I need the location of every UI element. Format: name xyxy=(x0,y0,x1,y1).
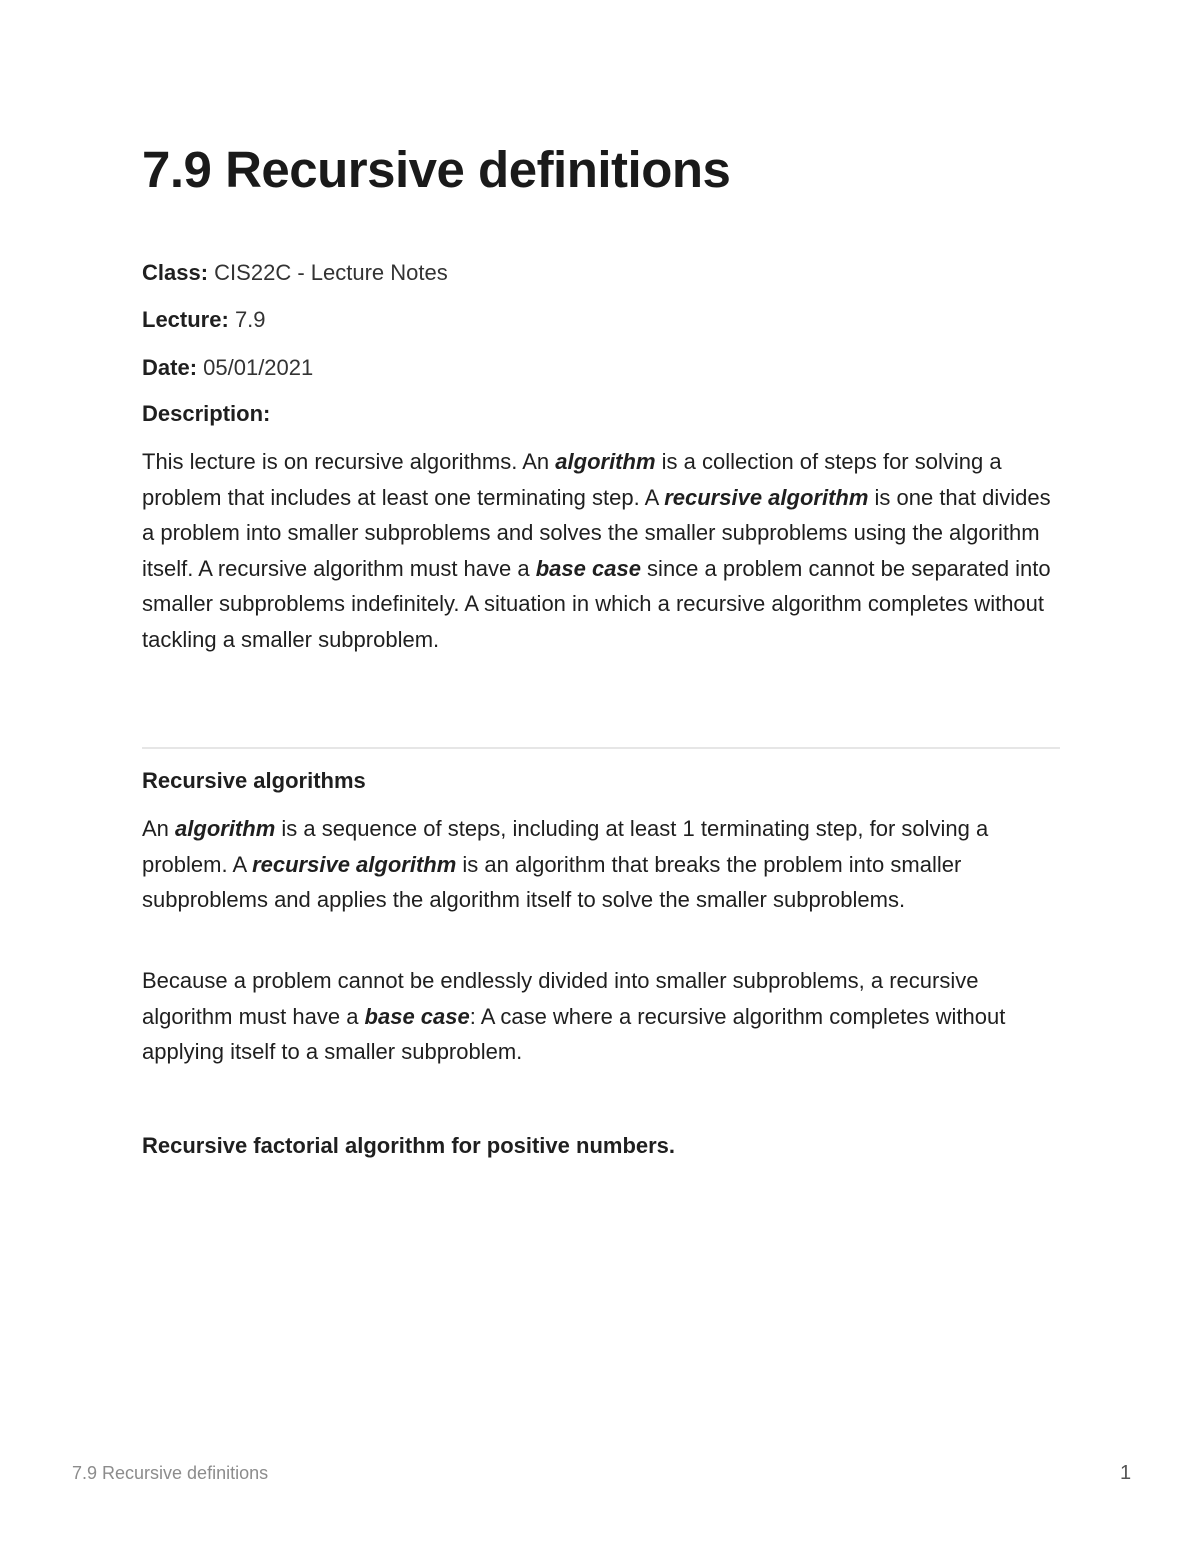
page-title: 7.9 Recursive definitions xyxy=(142,141,731,198)
property-lecture: Lecture: 7.9 xyxy=(142,307,266,332)
property-class-value: CIS22C - Lecture Notes xyxy=(214,260,448,285)
section-paragraph-1: An algorithm is a sequence of steps, including at least 1 terminating step, for solving a problem. A recursive algorithm is an algorithm that breaks the problem into smaller subproblems and applies the algorithm itself to solve the smaller subproblems. xyxy=(142,816,989,912)
section-heading-factorial: Recursive factorial algorithm for positive numbers. xyxy=(142,1133,676,1158)
term-recursive-algorithm: recursive algorithm xyxy=(664,484,869,510)
term-algorithm: algorithm xyxy=(175,816,276,841)
term-recursive-algorithm: recursive algorithm xyxy=(252,851,457,877)
property-class-key: Class xyxy=(142,260,201,285)
property-description: Description: xyxy=(142,401,271,426)
term-base-case: base case xyxy=(364,1003,470,1029)
property-class: Class: CIS22C - Lecture Notes xyxy=(142,260,448,285)
property-date: Date: 05/01/2021 xyxy=(142,355,314,380)
term-base-case: base case xyxy=(535,555,641,581)
property-lecture-value: 7.9 xyxy=(234,307,266,332)
property-lecture-key: Lecture xyxy=(142,307,222,332)
property-date-key: Date xyxy=(142,355,190,380)
property-date-value: 05/01/2021 xyxy=(203,355,314,380)
section-paragraph-2: Because a problem cannot be endlessly divided into smaller subproblems, a recursive algorithm must have a base case: A case where a recursive algorithm completes without applying itself to a smaller subproblem. xyxy=(142,968,1006,1064)
property-description-key: Description xyxy=(142,401,264,426)
footer-title: 7.9 Recursive definitions xyxy=(72,1463,269,1483)
divider xyxy=(142,747,1060,749)
description-paragraph: This lecture is on recursive algorithms. An algorithm is a collection of steps for solving a problem that includes at least one terminating step. A recursive algorithm is one that divides a problem into smaller subproblems and solves the smaller subproblems using the algorithm itself. A recursive algorithm must have a base case since a problem cannot be separated into smaller subproblems indefinitely. A situation in which a recursive algorithm completes without tackling a smaller subproblem. xyxy=(142,449,1051,652)
term-algorithm: algorithm xyxy=(555,449,656,474)
section-heading-recursive-algorithms: Recursive algorithms xyxy=(142,768,366,793)
page-number: 1 xyxy=(1120,1462,1132,1484)
